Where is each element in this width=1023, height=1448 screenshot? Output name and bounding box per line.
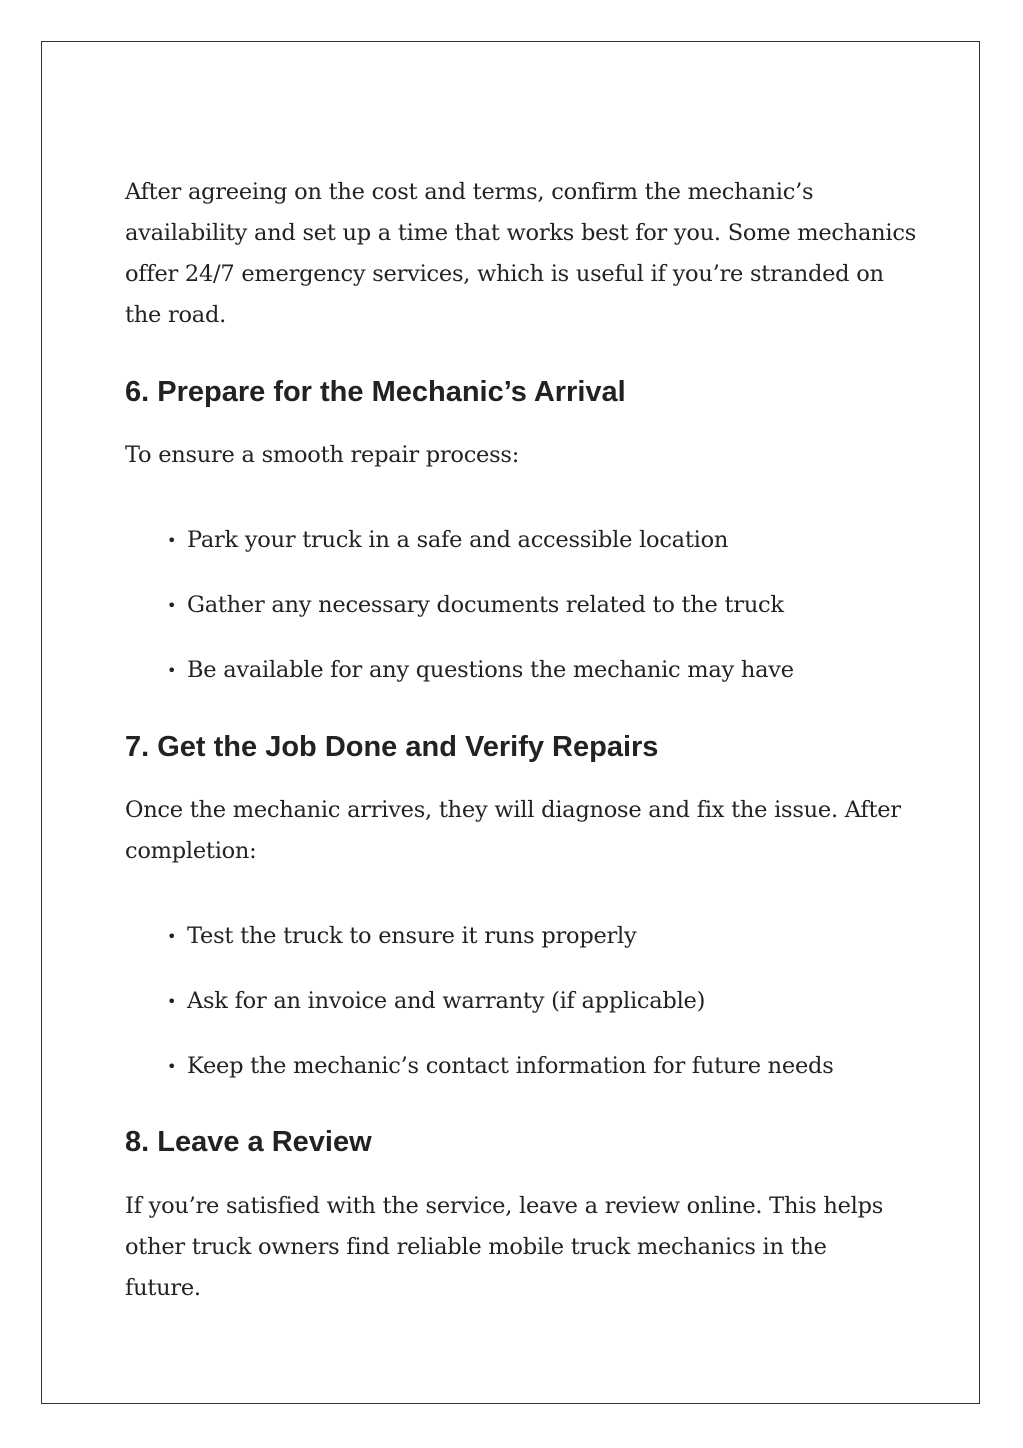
bullet-icon: • bbox=[167, 596, 177, 615]
bullet-icon: • bbox=[167, 927, 177, 946]
list-item-text: Park your truck in a safe and accessible location bbox=[187, 527, 729, 553]
section-7-list bbox=[125, 916, 834, 1111]
list-item-text: Be available for any questions the mechanic may have bbox=[187, 657, 794, 683]
section-7-paragraph: Once the mechanic arrives, they will diagnose and fix the issue. After completion: bbox=[125, 797, 901, 864]
list-item bbox=[125, 520, 794, 561]
section-6-paragraph: To ensure a smooth repair process: bbox=[125, 442, 520, 468]
bullet-icon: • bbox=[167, 531, 177, 550]
section-8-paragraph: If you’re satisfied with the service, leave a review online. This helps other truck owners find reliable mobile truck mechanics in the future. bbox=[125, 1193, 884, 1301]
bullet-icon: • bbox=[167, 661, 177, 680]
section-6-heading: 6. Prepare for the Mechanic’s Arrival bbox=[125, 376, 626, 408]
bullet-icon: • bbox=[167, 1057, 177, 1076]
list-item-text: Ask for an invoice and warranty (if applicable) bbox=[187, 988, 706, 1014]
list-item-text: Keep the mechanic’s contact information for future needs bbox=[187, 1053, 834, 1079]
bullet-icon: • bbox=[167, 992, 177, 1011]
list-item bbox=[125, 1046, 834, 1087]
list-item bbox=[125, 585, 794, 626]
list-item-text: Gather any necessary documents related to the truck bbox=[187, 592, 784, 618]
intro-paragraph: After agreeing on the cost and terms, confirm the mechanic’s availability and set up a time that works best for you. Some mechanics offer 24/7 emergency services, which is useful if you’re stranded on the road. bbox=[125, 179, 916, 328]
list-item bbox=[125, 981, 834, 1022]
page-frame bbox=[41, 41, 980, 1404]
section-7-heading: 7. Get the Job Done and Verify Repairs bbox=[125, 731, 659, 763]
section-6-list bbox=[125, 520, 794, 715]
list-item bbox=[125, 916, 834, 957]
section-8-heading: 8. Leave a Review bbox=[125, 1126, 372, 1158]
list-item-text: Test the truck to ensure it runs properly bbox=[187, 923, 637, 949]
list-item bbox=[125, 650, 794, 691]
